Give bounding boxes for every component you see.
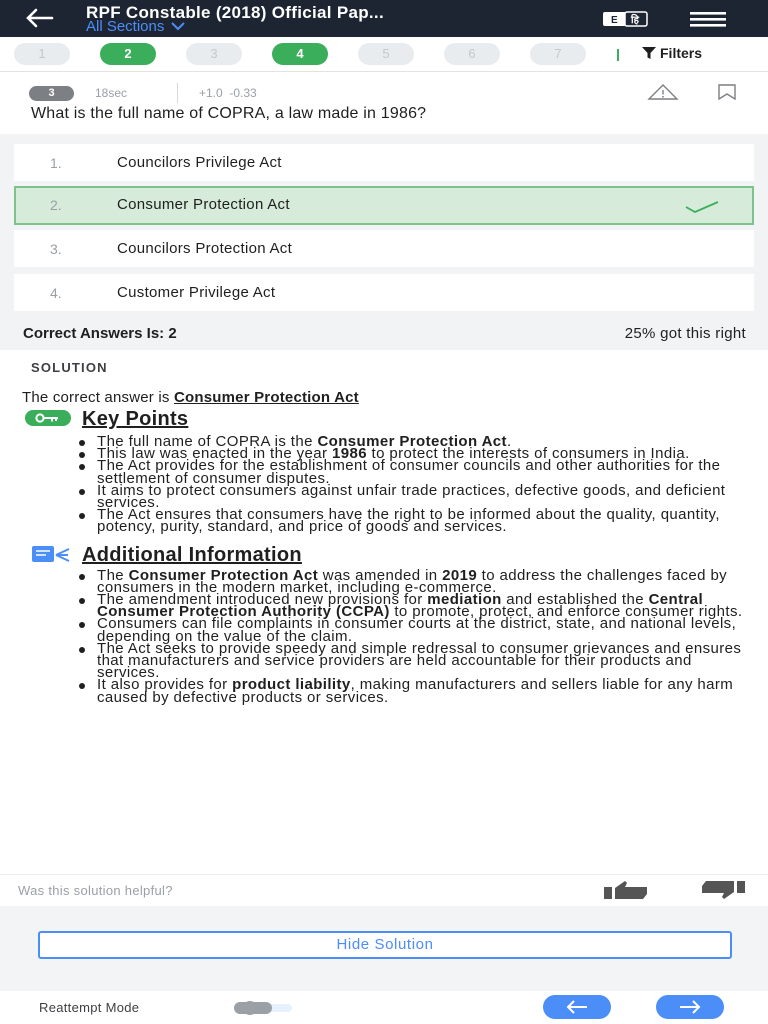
key-points-title: Key Points [82, 408, 189, 430]
key-point-2: This law was enacted in the year 1986 to protect the interests of consumers in India. [79, 448, 747, 460]
key-points-list [79, 433, 747, 536]
additional-point-5: It also provides for product liability, making manufacturers and sellers liable for any harm caused by defective products or services. [79, 679, 747, 703]
option-text: Councilors Privilege Act [117, 154, 282, 171]
section-selector[interactable] [86, 18, 186, 35]
chevron-down-icon [170, 18, 186, 35]
success-rate: 25% got this right [624, 325, 746, 342]
additional-point-2: The amendment introduced new provisions for mediation and established the Central Consumer Protection Authority (CCPA) to promote, protect, and enforce consumer rights. [79, 594, 747, 618]
option-text: Consumer Protection Act [117, 196, 290, 213]
question-pill-5[interactable]: 5 [358, 43, 414, 65]
additional-info-list [79, 566, 747, 706]
next-question-button[interactable] [656, 995, 724, 1019]
question-navigator [0, 37, 768, 72]
options-area [0, 134, 768, 350]
report-warning-icon[interactable] [647, 84, 679, 100]
option-number: 1. [50, 155, 62, 171]
feedback-row [0, 874, 768, 906]
key-point-1: The full name of COPRA is the Consumer Protection Act. [79, 436, 747, 448]
additional-point-4: The Act seeks to provide speedy and simple redressal to consumer grievances and ensures that manufacturers and service providers are held accountable for their products and services. [79, 643, 747, 680]
hamburger-menu-icon[interactable] [690, 11, 726, 27]
app-header [0, 0, 768, 37]
notes-icon [32, 545, 70, 563]
reattempt-toggle[interactable] [234, 1001, 294, 1015]
option-number: 3. [50, 241, 62, 257]
question-pill-1[interactable]: 1 [14, 43, 70, 65]
bottom-bar [0, 991, 768, 1024]
filter-icon [642, 47, 656, 59]
additional-point-3: Consumers can file complaints in consumer courts at the district, state, and national levels, depending on the value of the claim. [79, 618, 747, 642]
language-toggle-icon[interactable] [602, 10, 648, 28]
key-icon [25, 410, 71, 426]
hide-solution-area [0, 906, 768, 991]
additional-info-title: Additional Information [82, 543, 302, 566]
marks-negative: -0.33 [229, 86, 257, 100]
option-4[interactable] [14, 274, 754, 311]
nav-divider [617, 49, 619, 61]
option-1[interactable] [14, 144, 754, 181]
correct-answer-text: Correct Answers Is: 2 [23, 325, 177, 342]
reattempt-mode-label: Reattempt Mode [39, 1000, 140, 1015]
question-pill-4[interactable]: 4 [272, 43, 328, 65]
option-number: 2. [50, 197, 62, 213]
filters-button[interactable] [642, 45, 702, 61]
svg-text:E: E [611, 15, 618, 26]
marks-info [199, 86, 257, 100]
marks-positive: +1.0 [199, 86, 223, 100]
question-number-badge: 3 [29, 86, 74, 101]
arrow-left-icon [565, 1000, 589, 1014]
answer-summary [0, 320, 768, 346]
question-pill-3[interactable]: 3 [186, 43, 242, 65]
header-separator [177, 83, 178, 103]
back-arrow-icon[interactable] [22, 6, 56, 30]
key-point-4: It aims to protect consumers against unfair trade practices, defective goods, and deficient services. [79, 485, 747, 509]
arrow-right-icon [678, 1000, 702, 1014]
solution-intro-text: The correct answer is [22, 389, 174, 406]
solution-body [22, 389, 752, 704]
option-text: Councilors Protection Act [117, 240, 293, 257]
thumbs-up-icon[interactable] [603, 881, 649, 899]
option-3[interactable] [14, 230, 754, 267]
hide-solution-button[interactable]: Hide Solution [38, 931, 732, 959]
key-point-3: The Act provides for the establishment of consumer councils and other authorities for the settlement of consumer disputes. [79, 460, 747, 484]
question-pill-6[interactable]: 6 [444, 43, 500, 65]
question-header [0, 72, 768, 134]
additional-point-1: The Consumer Protection Act was amended in 2019 to address the challenges faced by consumers in the modern market, including e-commerce. [79, 570, 747, 594]
solution-label: SOLUTION [31, 360, 108, 375]
page-title: RPF Constable (2018) Official Pap... [86, 3, 384, 22]
time-taken: 18sec [95, 86, 128, 100]
feedback-question: Was this solution helpful? [18, 883, 173, 898]
svg-text:हि: हि [631, 15, 639, 26]
question-pill-2[interactable]: 2 [100, 43, 156, 65]
key-points-heading [22, 406, 752, 430]
key-point-5: The Act ensures that consumers have the right to be informed about the quality, quantity, potency, purity, standard, and price of goods and services. [79, 509, 747, 533]
filters-label: Filters [660, 45, 703, 61]
section-selector-label: All Sections [86, 18, 165, 35]
option-number: 4. [50, 285, 62, 301]
question-text: What is the full name of COPRA, a law made in 1986? [31, 105, 427, 122]
solution-intro [22, 389, 752, 406]
additional-info-heading [22, 542, 752, 566]
question-pill-7[interactable]: 7 [530, 43, 586, 65]
option-text: Customer Privilege Act [117, 284, 276, 301]
solution-intro-answer: Consumer Protection Act [173, 389, 359, 406]
bookmark-icon[interactable] [716, 84, 738, 100]
option-2-correct[interactable] [14, 186, 754, 225]
thumbs-down-icon[interactable] [698, 881, 746, 899]
checkmark-icon [684, 200, 720, 214]
previous-question-button[interactable] [543, 995, 611, 1019]
